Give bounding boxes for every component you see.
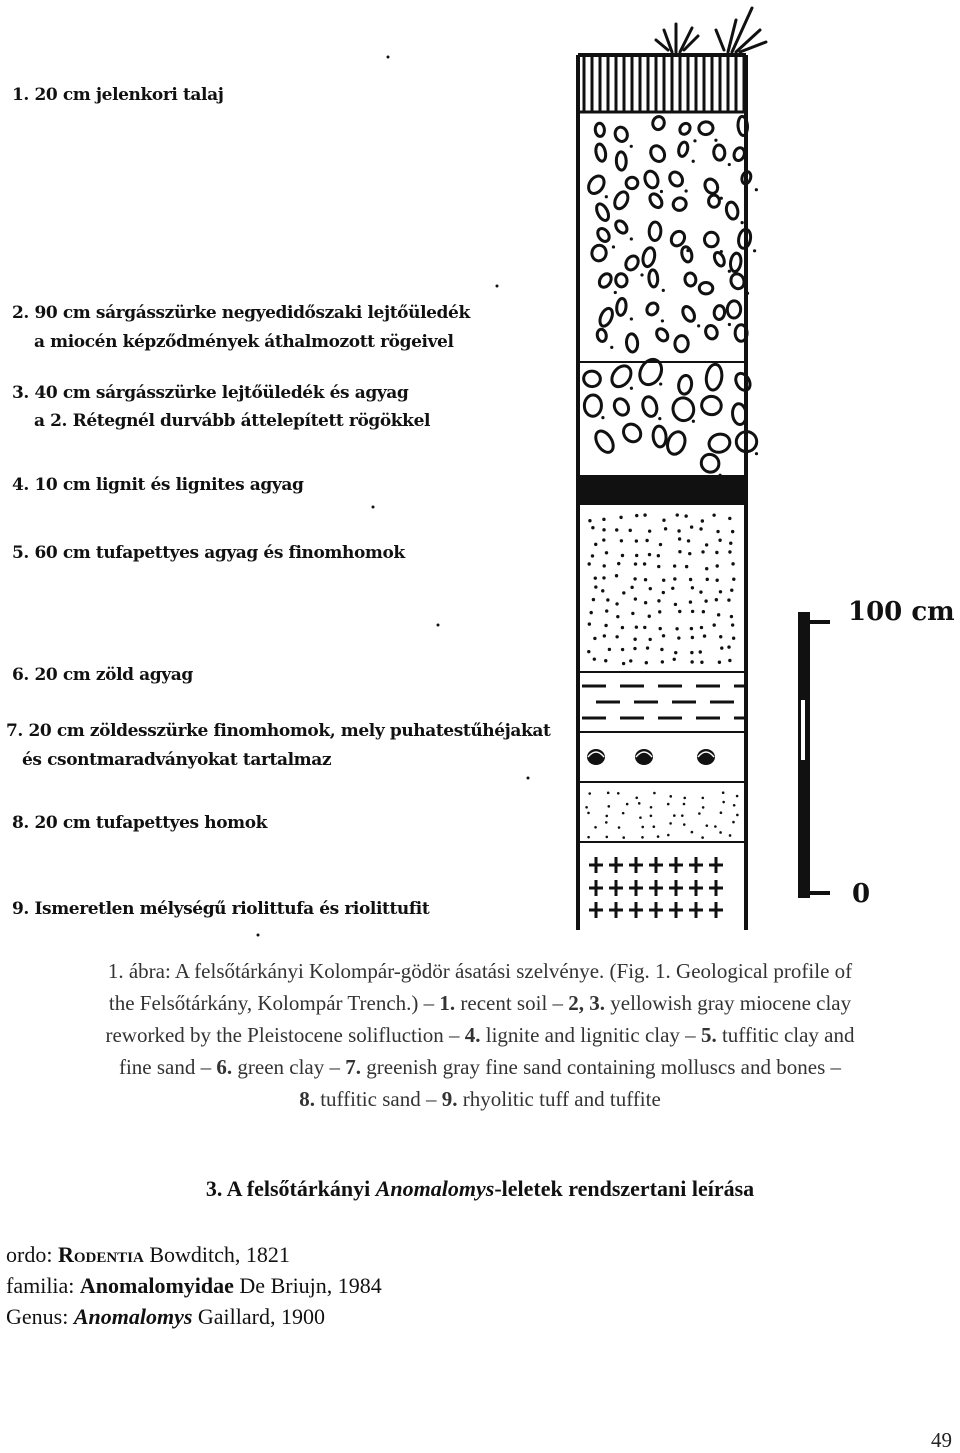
layer-label-3-cont: a 2. Rétegnél durvább áttelepített rögökkel bbox=[34, 411, 431, 431]
layer-label-2: 2. 90 cm sárgásszürke negyedidőszaki lejtőüledék bbox=[12, 303, 470, 323]
layer-4-lignite-band bbox=[578, 475, 746, 505]
layer-3-pebble-pattern bbox=[582, 356, 758, 477]
taxonomy-familia: familia: Anomalomyidae De Briujn, 1984 bbox=[6, 1273, 382, 1298]
taxonomy-genus: Genus: Anomalomys Gaillard, 1900 bbox=[6, 1304, 325, 1329]
layer-7-shell-pattern bbox=[587, 749, 715, 765]
layer-8-dot-pattern bbox=[585, 791, 738, 839]
page-number: 49 bbox=[931, 1428, 952, 1452]
layer-label-2-cont: a miocén képződmények áthalmozott rögeivel bbox=[34, 332, 454, 352]
caption-line: reworked by the Pleistocene solifluction – 4. lignite and lignitic clay – 5. tuffitic clay and bbox=[105, 1023, 855, 1047]
caption-line: 1. ábra: A felsőtárkányi Kolompár-gödör ásatási szelvénye. (Fig. 1. Geological profile of bbox=[107, 959, 853, 983]
layer-6-dash-pattern bbox=[578, 686, 746, 732]
scale-bar bbox=[798, 597, 955, 909]
scale-bottom-label: 0 bbox=[852, 879, 871, 909]
caption-line: 8. tuffitic sand – 9. rhyolitic tuff and tuffite bbox=[299, 1087, 661, 1111]
caption-line: fine sand – 6. green clay – 7. greenish gray fine sand containing molluscs and bones – bbox=[118, 1055, 841, 1079]
layer-label-9: 9. Ismeretlen mélységű riolittufa és riolittufit bbox=[12, 899, 430, 919]
taxonomy-ordo: ordo: Rodentia Bowditch, 1821 bbox=[6, 1242, 290, 1267]
scale-top-label: 100 cm bbox=[848, 597, 955, 627]
grass-icon bbox=[656, 8, 766, 52]
layer-9-cross-pattern bbox=[589, 857, 723, 918]
layer-label-5: 5. 60 cm tufapettyes agyag és finomhomok bbox=[12, 543, 405, 563]
layer-label-7: 7. 20 cm zöldesszürke finomhomok, mely puhatestűhéjakat bbox=[6, 721, 551, 741]
layer-label-3: 3. 40 cm sárgásszürke lejtőüledék és agyag bbox=[12, 383, 409, 403]
layer-label-4: 4. 10 cm lignit és lignites agyag bbox=[12, 475, 304, 495]
caption-line: the Felsőtárkány, Kolompár Trench.) – 1. recent soil – 2, 3. yellowish gray miocene clay bbox=[108, 991, 852, 1015]
layer-5-dot-pattern bbox=[587, 513, 735, 665]
layer-label-7-cont: és csontmaradványokat tartalmaz bbox=[22, 750, 332, 770]
layer-label-6: 6. 20 cm zöld agyag bbox=[12, 665, 193, 685]
layer-label-1: 1. 20 cm jelenkori talaj bbox=[12, 85, 224, 105]
layer-2-pebble-pattern bbox=[585, 115, 758, 352]
figure-caption bbox=[10, 955, 950, 1115]
section-title: 3. A felsőtárkányi Anomalomys-leletek rendszertani leírása bbox=[205, 1176, 755, 1201]
layer-label-8: 8. 20 cm tufapettyes homok bbox=[12, 813, 268, 833]
layer-1-soil-pattern bbox=[584, 57, 744, 112]
